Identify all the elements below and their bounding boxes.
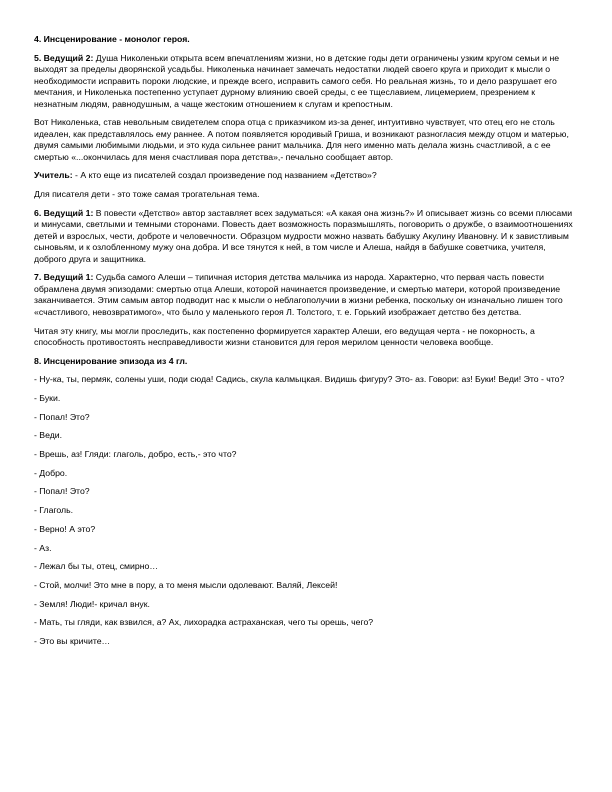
paragraph-text: Вот Николенька, став невольным свидетелем спора отца с приказчиком из-за денег, интуитивно чувствует, что отец его не столь идеален, как представлялось ему раннее. А потом появляется юродивый Гриша, и возникают разногласия между отцом и матерью, двумя самыми любимыми людьми, и это куда сильнее ранит мальчика. Для него именно мать делала жизнь счастливой, а с ее смертью «...окончилась для меня счастливая пора детства»,- печально сообщает автор. [34,117,569,162]
dialogue-text: - Мать, ты гляди, как взвился, а? Ах, лихорадка астраханская, чего ты орешь, чего? [34,617,374,628]
paragraph-text: Судьба самого Алеши – типичная история детства мальчика из народа. Характерно, что первая часть повести обрамлена двумя эпизодами: смертью отца Алеши, которой начинается произведение, и смертью матери, которой произведение заканчивается. Этим самым автор подводит нас к мысли о неблагополучии в жизни ребенка, поскольку он изначально лишен того «счастливого, невозвратимого», что было у маленького героя Л. Толстого, т. е. Горький изображает детство без детства. [34,272,563,317]
paragraph-teacher [34,170,579,182]
dialogue-text: - Глаголь. [34,505,74,516]
dialogue-line [34,599,579,611]
dialogue-line [34,486,579,498]
speaker-label: 5. Ведущий 2: [34,52,94,63]
dialogue-line [34,561,579,573]
dialogue-line [34,412,579,424]
document-page [34,34,579,655]
dialogue-text: - Это вы кричите… [34,635,111,646]
speaker-label: 7. Ведущий 1: [34,272,94,283]
paragraph-text: Для писателя дети - это тоже самая трогательная тема. [34,189,260,200]
dialogue-text: - Попал! Это? [34,411,90,422]
heading-staging-episode [34,356,579,368]
dialogue-line [34,468,579,480]
dialogue-text: - Лежал бы ты, отец, смирно… [34,561,159,572]
dialogue-line [34,505,579,517]
dialogue-text: - Попал! Это? [34,486,90,497]
dialogue-text: - Ну-ка, ты, пермяк, солены уши, поди сюда! Садись, скула калмыцкая. Видишь фигуру? Это- аз. Говори: аз! Буки! Веди! Это - что? [34,374,565,385]
dialogue-text: - Веди. [34,430,63,441]
paragraph-text: Читая эту книгу, мы могли проследить, как постепенно формируется характер Алеши, его ведущая черта - не покорность, а способность противостоять несправедливости жизни становится для героя мерилом ценности человека вообще. [34,325,535,348]
dialogue-line [34,393,579,405]
dialogue-text: - Буки. [34,393,61,403]
dialogue-line [34,430,579,442]
paragraph-host-2 [34,53,579,111]
dialogue-line [34,543,579,555]
dialogue-text: - Верно! А это? [34,523,96,534]
paragraph-host-1-a [34,208,579,266]
paragraph-reading-book [34,326,579,349]
paragraph-host-1-b [34,272,579,318]
dialogue-line [34,580,579,592]
dialogue-text: - Аз. [34,542,52,553]
heading-label: 8. Инсценирование эпизода из 4 гл. [34,355,188,366]
paragraph-text: - А кто еще из писателей создал произведение под названием «Детство»? [72,170,377,181]
paragraph-text: Душа Николеньки открыта всем впечатлениям жизни, но в детские годы дети ограничены узким кругом семьи и не выходят за пределы дворянской усадьбы. Николенька начинает замечать недостатки людей своего круга и приходит к мысли о необходимости исправить пороки людские, и прежде всего, исправить самого себя. Но реальная жизнь, то и дело разрушает его мечтания, и Николенька постепенно уступает дурному влиянию своей среды, с ее тщеславием, лицемерием, презрением к незнатным людям, равнодушным, а чаще жестоким отношением к слугам и крепостным. [34,52,560,109]
dialogue-line [34,636,579,648]
dialogue-text: - Стой, молчи! Это мне в пору, а то меня мысли одолевают. Валяй, Лексей! [34,579,338,590]
dialogue-line [34,524,579,536]
paragraph-writer-children [34,189,579,201]
paragraph-nikolenka [34,117,579,163]
dialogue-text: - Земля! Люди!- кричал внук. [34,598,150,609]
heading-staging-monologue [34,34,579,46]
dialogue-text: - Врешь, аз! Гляди: глаголь, добро, есть,- это что? [34,449,237,460]
dialogue-line [34,374,579,386]
dialogue-line [34,617,579,629]
speaker-label: Учитель: [34,170,73,181]
dialogue-line [34,449,579,461]
paragraph-text: В повести «Детство» автор заставляет всех задуматься: «А какая она жизнь?» И описывает жизнь со всеми плюсами и минусами, светлыми и темными сторонами. Повесть дает возможность поразмышлять, поговорить о дружбе, о взаимоотношениях детей и взрослых, чести, доброте и человечности. Образцом мудрости можно назвать бабушку Акулину Ивановну. И к завистливым сыновьям, и к озлобленному мужу она добра. И все тянутся к ней, в том числе и Алеша, найдя в бабушке советчика, учителя, доброго друга и защитника. [34,207,573,264]
speaker-label: 6. Ведущий 1: [34,207,94,218]
heading-label: 4. Инсценирование - монолог героя. [34,34,190,44]
dialogue-text: - Добро. [34,467,68,478]
